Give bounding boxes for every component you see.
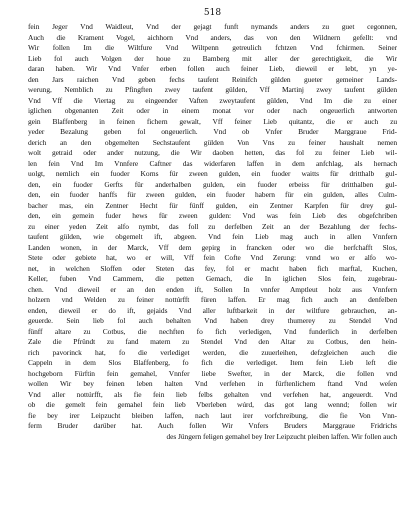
text-line: enden, dieweil er do ift, gejaids Vnd aller luftbarkeit in der wiltfure gebrauchen, an- [28,305,397,315]
text-line: fünff altare zu Cotbus, die nechften fo fich verledigen, Vnd funderlich in derfelben [28,326,397,336]
text-line: den Jars raichen Vnd geben fechs taufent Reinifch gülden gueter gemeiner Lands- [28,74,397,84]
text-line: wolt getraid oder ander nutzung, die Wir daoben hetten, das fol zu feiner Lieb wil- [28,148,397,157]
text-line: Keller, fuben Vnd Cammern, die petten Gemach, die In iglichen Slos fein, zugebrau- [28,274,397,283]
text-line: chen. Vnd dieweil er an den enden ift, Sollen In vnnfer Amptleut holz aus Vnnfern [28,284,397,294]
text-line: net, in welchen Sloffen oder Steten das fey, fol er macht haben fich marftal, Kuchen, [28,263,397,273]
text-line: ferm Bruder darüber hat. Auch follen Wir Vnfers Bruders Marggraue Fridrichs [28,421,397,430]
text-line: daran haben. Wir Vnd Vnfer erben follen auch feiner Lieb, dieweil er lebt, yn ye- [28,64,397,73]
text-line: iglichen obgenanten Zeit oder in einem monat vor oder nach ongeuerlich antworten [28,106,397,115]
text-line: Wir follen Im die Wiltfure Vnd Wiltpenn getreulich fchtzen Vnd fchirmen. Seiner [28,43,397,52]
text-line: wollen Wir bey feinen leben halten Vnd verfehen in fürftenlichem ftand Vnd weſen [28,379,397,388]
text-line: gein Blaffenberg in feinen fichern gewalt, Vff feiner Lieb quitantz, die er auch zu [28,116,397,126]
text-line: hochgeborn Fürftin fein gemahel, Vnnfer liebe Swefter, in der Marck, die follen vnd [28,368,397,378]
text-line: Zale die Pfründt zu fand matern zu Stendel Vnd den Altar zu Cotbus, den hein- [28,337,397,346]
text-line: fie bey irer Leipzucht bleiben laffen, nach laut irer vorfchreibung, die fie Von Vnn- [28,410,397,420]
text-line: Landen wonen, in der Marck, Vff dem gepirg in francken oder wo die herfchafft Slos, [28,242,397,252]
text-line: fein Jeger Vnd Waidleut, Vnd der gejagt funft nymands anders zu guet cegonnen, [28,22,397,31]
text-line: yeder Bezalung geben fol ongeuerlich. Vnd ob Vnfer Bruder Marggraue Frid- [28,127,397,136]
text-line: Vnd Vff die Viertag zu eingeender Vaften zweytaufent gülden, Vnd Im die zu einer [28,95,397,105]
text-line: geuerde. Sein lieb fol auch behalten Vnd haben drey thumerey zu Stendel Vnd [28,316,397,325]
text-line: ob die gemelt fein gemahel fein lieb Vberleben wúrd, das got lang wennd; follen wir [28,400,397,409]
text-line: den, ein fuoder Gerfts für anderhalben gulden, ein fuoder erbeiss für dritthalben gul- [28,179,397,189]
text-line: Stete oder gebiete hat, wo er will, Vff fein Cofte Vnd Zerung: vnnd wo er alfo wo- [28,253,397,262]
text-line: den, ein gemein fuder hews für zween gulden: Vnd was fein Lieb des obgefchriben [28,211,397,220]
text-line: Auch die Krament Vogel, aichhorn Vnd anders, das von den Wildnern gefellt: vnd [28,32,397,42]
text-line: Cappeln in dem Slos Blaffenberg, fo fich die verlediget. Item fein Lieb left die [28,358,397,367]
text-line: derich an den obgemelten Sechstaufent gülden Von Vns zu feiner haushalt nemen [28,137,397,147]
text-line: len fein Vnd Im Vnnfere Caftner das widerfaren laffen in dem anfchlag, als hernach [28,158,397,168]
text-line: werung, Nemblich zu Pfingften zwey taufent gülden, Vff Martinj zwey taufent gülden [28,85,397,94]
text-line: rich pavorinck hat, fo die verlediget werden, die zuuerleihen, defzgleichen auch die [28,347,397,357]
text-line: Vnd aller nottúrfft, als fie fein lieb felbs gehalten vnd verfehen hat, angeuerdt. Vnd [28,389,397,399]
text-line: Lieb fol auch Volgen der houe zu Bamberg mit aller der gerechtigkeit, die Wir [28,53,397,63]
text-line: taufent gülden, wie obgemelt ift, abgeen. Vnd fein Lieb mag auch in allen Vnnfern [28,232,397,241]
text-line: holzern vnd Welden zu feiner nottúrfft füren laffen. Er mag fich auch an denfelben [28,295,397,304]
body-text [28,22,397,442]
page-number: 518 [203,8,222,18]
text-line: zu einer yeden Zeit alfo nymbt, das foll zu derfelben Zeit an der Bezahlung der fechs- [28,221,397,231]
text-line: des Jüngern feligen gemahel bey Irer Leipzucht pleiben laffen. Wir follen auch [166,431,397,441]
text-line: uolgt, nemlich ein fuoder Korns für zween gulden, ein fuoder waitts für dritthalb gul- [28,169,397,178]
text-line: den, ein fuoder hanffs für zween gulden, ein fuoder habern für ein gulden, alles Culm- [28,190,397,199]
text-line: bacher mas, ein Zentner Hecht für fünff gulden, ein Zentner Karpfen für drey gul- [28,200,397,210]
